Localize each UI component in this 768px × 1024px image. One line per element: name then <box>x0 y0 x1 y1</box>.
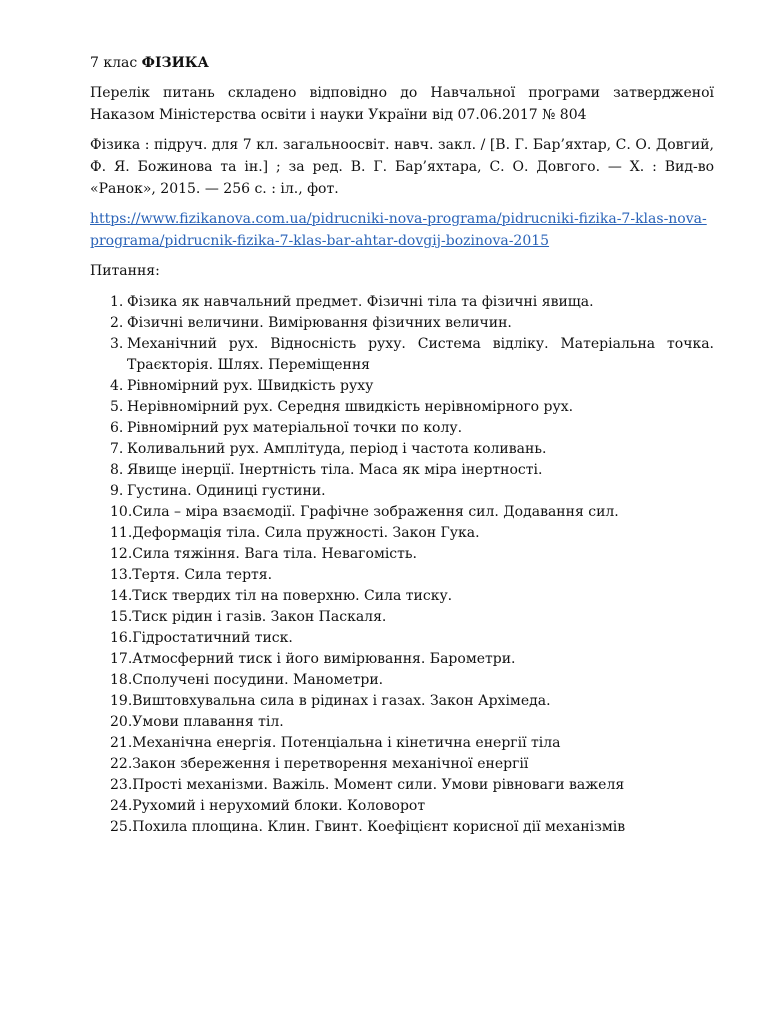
list-item-text: Прості механізми. Важіль. Момент сили. Умови рівноваги важеля <box>132 777 625 793</box>
list-item <box>90 523 714 544</box>
list-item-text: Механічний рух. Відносність руху. Система відліку. Матеріальна точка. Траєкторія. Шлях. Переміщення <box>127 336 714 373</box>
list-item-number: 12. <box>110 546 133 562</box>
list-item-text: Умови плавання тіл. <box>132 714 284 730</box>
list-item <box>90 817 714 838</box>
list-item-text: Виштовхувальна сила в рідинах і газах. Закон Архімеда. <box>132 693 551 709</box>
list-item-number: 21. <box>110 735 133 751</box>
list-item-text: Механічна енергія. Потенціальна і кінетична енергії тіла <box>132 735 561 751</box>
list-item-number: 23. <box>110 777 133 793</box>
list-item-text: Тиск рідин і газів. Закон Паскаля. <box>132 609 387 625</box>
list-item <box>90 313 714 334</box>
reference-paragraph: Фізика : підруч. для 7 кл. загальноосвіт. навч. закл. / [В. Г. Бар’яхтар, С. О. Довгий, Ф. Я. Божинова та ін.] ; за ред. В. Г. Бар’яхтара, С. О. Довгого. — Х. : Вид-во «Ранок», 2015. — 256 с. : іл., фот. <box>90 137 714 197</box>
list-item-number: 17. <box>110 651 133 667</box>
list-item-number: 10. <box>110 504 133 520</box>
list-item-number: 6. <box>110 420 124 436</box>
list-item <box>90 502 714 523</box>
list-item-number: 22. <box>110 756 133 772</box>
list-item-number: 14. <box>110 588 133 604</box>
list-item <box>90 586 714 607</box>
list-item-text: Атмосферний тиск і його вимірювання. Барометри. <box>132 651 516 667</box>
list-item <box>90 733 714 754</box>
list-item-text: Фізичні величини. Вимірювання фізичних величин. <box>127 315 512 331</box>
list-item <box>90 691 714 712</box>
list-item-text: Рівномірний рух. Швидкість руху <box>127 378 374 394</box>
list-item-text: Сила тяжіння. Вага тіла. Невагомість. <box>132 546 417 562</box>
list-item <box>90 712 714 733</box>
list-item-text: Похила площина. Клин. Гвинт. Коефіцієнт корисної дії механізмів <box>132 819 626 835</box>
list-item-text: Рівномірний рух матеріальної точки по колу. <box>127 420 463 436</box>
list-item-number: 4. <box>110 378 124 394</box>
list-item <box>90 670 714 691</box>
list-item <box>90 565 714 586</box>
list-item-number: 15. <box>110 609 133 625</box>
list-item-text: Тиск твердих тіл на поверхню. Сила тиску. <box>132 588 453 604</box>
list-item <box>90 439 714 460</box>
list-item-number: 16. <box>110 630 133 646</box>
question-list <box>90 292 714 838</box>
list-item-number: 20. <box>110 714 133 730</box>
list-item-text: Деформація тіла. Сила пружності. Закон Гука. <box>132 525 480 541</box>
list-item <box>90 397 714 418</box>
questions-heading: Питання: <box>90 263 160 279</box>
list-item-number: 18. <box>110 672 133 688</box>
list-item-number: 3. <box>110 336 124 352</box>
list-item <box>90 292 714 313</box>
list-item <box>90 418 714 439</box>
document-page <box>90 52 714 838</box>
list-item-number: 13. <box>110 567 133 583</box>
list-item-number: 8. <box>110 462 124 478</box>
list-item <box>90 796 714 817</box>
list-item-number: 5. <box>110 399 124 415</box>
list-item-text: Рухомий і нерухомий блоки. Коловорот <box>132 798 426 814</box>
list-item <box>90 775 714 796</box>
list-item-text: Нерівномірний рух. Середня швидкість нерівномірного рух. <box>127 399 574 415</box>
list-item <box>90 607 714 628</box>
list-item-text: Густина. Одиниці густини. <box>127 483 326 499</box>
list-item-text: Гідростатичний тиск. <box>132 630 293 646</box>
list-item <box>90 628 714 649</box>
list-item-text: Явище інерції. Інертність тіла. Маса як міра інертності. <box>127 462 543 478</box>
list-item <box>90 544 714 565</box>
list-item-number: 24. <box>110 798 133 814</box>
subject-label: ФІЗИКА <box>141 55 209 71</box>
list-item <box>90 376 714 397</box>
document-title <box>90 52 714 74</box>
grade-label: 7 клас <box>90 55 138 71</box>
list-item-number: 1. <box>110 294 124 310</box>
list-item <box>90 481 714 502</box>
list-item-text: Закон збереження і перетворення механічної енергії <box>132 756 529 772</box>
list-item <box>90 460 714 481</box>
list-item-number: 9. <box>110 483 124 499</box>
list-item-number: 11. <box>110 525 133 541</box>
list-item-text: Сила – міра взаємодії. Графічне зображення сил. Додавання сил. <box>132 504 619 520</box>
list-item-text: Коливальний рух. Амплітуда, період і частота коливань. <box>127 441 547 457</box>
list-item <box>90 649 714 670</box>
list-item-text: Тертя. Сила тертя. <box>132 567 273 583</box>
list-item <box>90 754 714 775</box>
list-item-text: Фізика як навчальний предмет. Фізичні тіла та фізичні явища. <box>127 294 594 310</box>
list-item <box>90 334 714 376</box>
list-item-number: 25. <box>110 819 133 835</box>
intro-paragraph: Перелік питань складено відповідно до Навчальної програми затвердженої Наказом Міністерства освіти і науки України від 07.06.2017 № 804 <box>90 85 714 123</box>
list-item-number: 2. <box>110 315 124 331</box>
list-item-text: Сполучені посудини. Манометри. <box>132 672 384 688</box>
list-item-number: 19. <box>110 693 133 709</box>
textbook-link[interactable]: https://www.fizikanova.com.ua/pidrucniki-nova-programa/pidrucniki-fizika-7-klas-nova-programa/pidrucnik-fizika-7-klas-bar-ahtar-dovgij-bozinova-2015 <box>90 211 707 249</box>
list-item-number: 7. <box>110 441 124 457</box>
